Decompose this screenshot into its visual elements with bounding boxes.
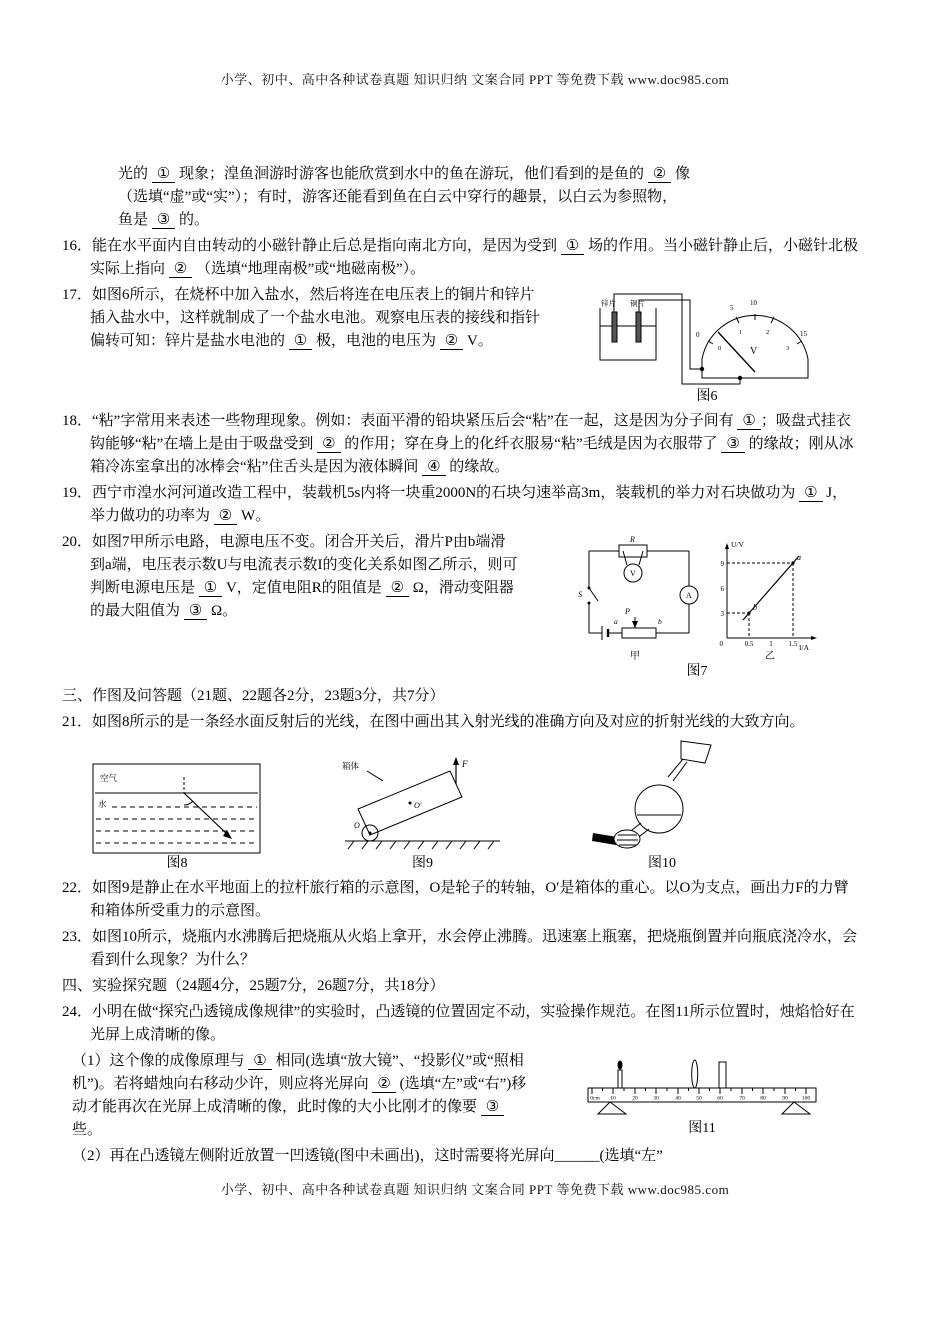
ammeter-symbol-label: A xyxy=(686,591,692,600)
header-watermark: 小学、初中、高中各种试卷真题 知识归纳 文案合同 PPT 等免费下载 www.doc985.com xyxy=(220,72,730,87)
answer-blank: ① xyxy=(248,1053,271,1070)
convex-lens xyxy=(692,1060,698,1088)
candle xyxy=(618,1070,622,1088)
figure-7-caption: 图7 xyxy=(686,664,708,679)
figure-9-drawing xyxy=(340,755,505,855)
q24-part-1-text: （1）这个像的成像原理与 ① 相同(选填“放大镜”、“投影仪”或“照相机”)。若将蜡烛向右移动少许，则应将光屏向 ② (选填“左”或“右”)移动才能再次在光屏上成清晰的像，此时像的大小比刚才的像要 ③ 些。 xyxy=(72,1053,527,1138)
q24-text: 24．小明在做“探究凸透镜成像规律”的实验时，凸透镜的位置固定不动，实验操作规范。在图11所示位置时，烛焰恰好在光屏上成清晰的像。 xyxy=(62,1004,855,1043)
answer-blank: ③ xyxy=(152,212,175,229)
q19-text: 19．西宁市湟水河河道改造工程中，装载机5s内将一块重2000N的石块匀速举高3m，装载机的举力对石块做功为 ① J，举力做功的功率为 ② W。 xyxy=(62,485,848,524)
candle-flame xyxy=(618,1061,623,1070)
y-axis-label: U/V xyxy=(731,540,744,549)
page-content xyxy=(62,163,862,1171)
figure-6 xyxy=(552,286,862,406)
light-screen xyxy=(719,1062,726,1088)
q16-text: 16．能在水平面内自由转动的小磁针静止后总是指向南北方向，是因为受到 ① 场的作用。当小磁针静止后，小磁针北极实际上指向 ② （选填“地理南极”或“地磁南极”）。 xyxy=(62,238,858,277)
svg-text:90: 90 xyxy=(782,1095,788,1102)
figure-8 xyxy=(92,763,262,873)
force-label: F xyxy=(462,759,468,769)
ruler-ticks xyxy=(592,1088,806,1094)
figure-8-drawing xyxy=(92,763,262,855)
q23-text: 23．如图10所示，烧瓶内水沸腾后把烧瓶从火焰上拿开，水会停止沸腾。迅速塞上瓶塞，把烧瓶倒置并向瓶底浇冷水，会看到什么现象？为什么？ xyxy=(62,929,858,968)
svg-text:20: 20 xyxy=(632,1095,638,1102)
q20-text: 20．如图7甲所示电路，电源电压不变。闭合开关后，滑片P由b端滑到a端，电压表示数U与电流表示数I的变化关系如图乙所示，则可判断电源电压是 ① V，定值电阻R的阻值是 ② Ω，滑动变阻器的最大阻值为 ③ Ω。 xyxy=(62,534,518,619)
answer-blank: ② xyxy=(372,1076,395,1093)
svg-text:0cm: 0cm xyxy=(590,1095,600,1102)
question-16 xyxy=(62,235,862,281)
q18-text: 18．“粘”字常用来表述一些物理现象。例如：表面平滑的铅块紧压后会“粘”在一起，这是因为分子间有 ① ；吸盘式挂衣钩能够“粘”在墙上是由于吸盘受到 ② 的作用；穿在身上的化纤衣服易“粘”毛绒是因为衣服带了 ③ 的缘故；刚从冰箱冷冻室拿出的冰棒会“粘”住舌头是因为液体瞬间 ④ 的缘故。 xyxy=(62,413,854,475)
bench-foot-right xyxy=(782,1102,810,1114)
rheostat-end-a: a xyxy=(614,617,618,626)
figure-11-caption: 图11 xyxy=(688,1121,716,1136)
question-17 xyxy=(62,284,862,404)
switch-label: S xyxy=(578,590,582,599)
flask-bulb xyxy=(635,785,683,833)
center-of-gravity-dot xyxy=(409,802,412,805)
answer-blank: ① xyxy=(289,333,312,350)
voltmeter-unit-label: V xyxy=(749,346,757,357)
svg-text:30: 30 xyxy=(653,1095,659,1102)
x-tick-1: 1 xyxy=(769,640,773,648)
q21-text: 21．如图8所示的是一条经水面反射后的光线，在图中画出其入射光线的准确方向及对应的折射光线的大致方向。 xyxy=(62,714,805,730)
svg-text:60: 60 xyxy=(717,1095,723,1102)
circuit-diagram xyxy=(578,535,698,662)
answer-blank: ② xyxy=(440,333,463,350)
section-three-heading: 三、作图及问答题（21题、22题各2分，23题3分，共7分） xyxy=(62,688,445,704)
water-stream-2 xyxy=(673,762,687,781)
answer-blank: ③ xyxy=(481,1099,504,1116)
svg-text:50: 50 xyxy=(696,1095,702,1102)
x-tick-05: 0.5 xyxy=(744,640,754,648)
answer-blank: ① xyxy=(199,580,222,597)
figure-7-drawing xyxy=(577,533,817,663)
bench-foot-left xyxy=(598,1102,626,1114)
section-four-heading: 四、实验探究题（24题4分，25题7分，26题7分，共18分） xyxy=(62,978,445,994)
q22-text: 22．如图9是静止在水平地面上的拉杆旅行箱的示意图，O是轮子的转轴，O′是箱体的重心。以O为支点，画出力F的力臂和箱体所受重力的示意图。 xyxy=(62,880,849,919)
angle-arc xyxy=(184,801,193,805)
dial-inner-3: 3 xyxy=(785,345,789,352)
water-stream-1 xyxy=(668,759,683,777)
svg-text:80: 80 xyxy=(760,1095,766,1102)
y-tick-3: 3 xyxy=(720,610,724,618)
question-15-tail xyxy=(118,163,862,232)
figure-8-caption: 图8 xyxy=(166,856,188,871)
question-24 xyxy=(62,1001,862,1047)
answer-blank: ② xyxy=(648,166,671,183)
zinc-plate-label: 锌片 xyxy=(600,299,616,308)
answer-blank: ④ xyxy=(422,459,445,476)
figure-6-caption: 图6 xyxy=(696,389,718,404)
question-21 xyxy=(62,711,862,734)
footer-watermark: 小学、初中、高中各种试卷真题 知识归纳 文案合同 PPT 等免费下载 www.doc985.com xyxy=(220,1182,730,1197)
q15-line3: 鱼是 ③ 的。 xyxy=(118,212,209,228)
figure-11-drawing xyxy=(582,1052,822,1120)
dial-0-label: 0 xyxy=(695,331,699,339)
figure-9-caption: 图9 xyxy=(412,856,433,871)
rheostat-end-b: b xyxy=(658,617,662,626)
graph-caption: 乙 xyxy=(765,651,775,662)
figure-10-caption: 图10 xyxy=(648,856,676,871)
answer-blank: ① xyxy=(799,485,822,502)
answer-blank: ① xyxy=(561,238,584,255)
holder-handle xyxy=(592,833,617,845)
figure-10 xyxy=(587,737,737,873)
x-axis-label: I/A xyxy=(799,643,809,652)
voltmeter-symbol-label: V xyxy=(630,569,636,578)
origin-label: 0 xyxy=(719,640,723,648)
ui-graph xyxy=(720,540,818,662)
dial-inner-2: 2 xyxy=(765,329,769,336)
dial-10-label: 10 xyxy=(749,299,757,307)
dial-15-label: 15 xyxy=(799,330,807,338)
dial-inner-0: 0 xyxy=(717,345,721,352)
resistor-label: R xyxy=(630,535,635,544)
slider-label: P xyxy=(625,607,630,616)
answer-blank: ③ xyxy=(721,436,744,453)
q17-text: 17．如图6所示，在烧杯中加入盐水，然后将连在电压表上的铜片和锌片插入盐水中，这样就制成了一个盐水电池。观察电压表的接线和指针偏转可知：锌片是盐水电池的 ① 极，电池的电压为 ② V。 xyxy=(62,287,541,349)
question-24-part-1 xyxy=(72,1050,862,1142)
svg-text:100: 100 xyxy=(801,1095,811,1102)
point-b-label: b xyxy=(753,603,757,612)
answer-blank: ① xyxy=(152,166,175,183)
force-arrowhead xyxy=(453,757,459,765)
answer-blank: ③ xyxy=(184,603,207,620)
q15-line1: 光的 ① 现象；湟鱼洄游时游客也能欣赏到水中的鱼在游玩，他们看到的是鱼的 ② 像 xyxy=(118,166,690,182)
beaker xyxy=(600,298,656,360)
y-tick-9: 9 xyxy=(720,560,724,568)
dial-inner-1: 1 xyxy=(738,329,742,336)
air-label: 空气 xyxy=(100,773,118,783)
question-24-part-2 xyxy=(72,1145,862,1168)
figure-11 xyxy=(542,1052,862,1138)
question-20 xyxy=(62,531,862,679)
figure-9 xyxy=(340,755,505,873)
question-18 xyxy=(62,410,862,479)
question-23 xyxy=(62,926,862,972)
box-label-pointer xyxy=(367,771,383,781)
light-ray xyxy=(184,793,228,835)
answer-blank: ① xyxy=(737,413,760,430)
pivot-label: O xyxy=(354,821,360,830)
water-label: 水 xyxy=(98,799,107,809)
svg-text:10: 10 xyxy=(610,1095,616,1102)
svg-text:40: 40 xyxy=(675,1095,681,1102)
q15-line2: （选填“虚”或“实”）；有时，游客还能看到鱼在白云中穿行的趣景，以白云为参照物， xyxy=(118,189,678,205)
question-22 xyxy=(62,877,862,923)
answer-blank: ② xyxy=(386,580,409,597)
figures-8-9-10-row xyxy=(62,737,862,873)
copper-plate-label: 铜片 xyxy=(629,299,645,308)
answer-blank: ② xyxy=(169,261,192,278)
ground-hatching xyxy=(348,841,494,849)
figure-7 xyxy=(532,533,862,681)
voltmeter-dial xyxy=(696,299,808,378)
dial-5-label: 5 xyxy=(729,304,733,312)
svg-text:70: 70 xyxy=(739,1095,745,1102)
box-label: 箱体 xyxy=(342,761,360,771)
q24-part-2-text: （2）再在凸透镜左侧附近放置一凹透镜(图中未画出)，这时需要将光屏向______(选填“左” xyxy=(72,1148,663,1164)
figure-6-drawing xyxy=(590,286,825,388)
answer-blank: ② xyxy=(214,508,237,525)
x-tick-15: 1.5 xyxy=(788,640,798,648)
question-19 xyxy=(62,482,862,528)
y-tick-6: 6 xyxy=(720,585,724,593)
answer-blank: ② xyxy=(317,436,340,453)
ruler-labels xyxy=(590,1096,810,1102)
figure-10-drawing xyxy=(587,737,737,855)
cup xyxy=(681,741,711,763)
center-of-gravity-label: O′ xyxy=(414,801,422,810)
point-a-label: a xyxy=(797,553,801,562)
circuit-caption: 甲 xyxy=(630,651,640,662)
